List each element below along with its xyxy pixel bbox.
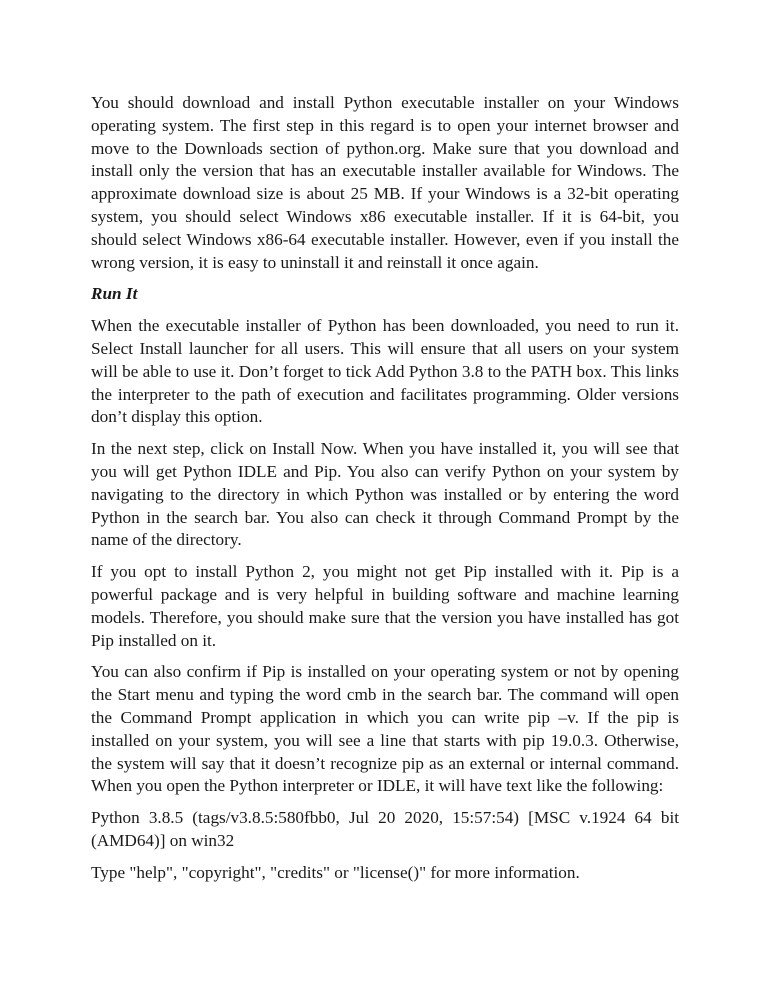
body-paragraph: You should download and install Python executable installer on your Windows operating system. The first step in this regard is to open your internet browser and move to the Downloads section of python.org. Make sure that you download and install only the version that has an executable installer available for Windows. The approximate download size is about 25 MB. If your Windows is a 32-bit operating system, you should select Windows x86 executable installer. If it is 64-bit, you should select Windows x86-64 executable installer. However, even if you install the wrong version, it is easy to uninstall it and reinstall it once again. (91, 93, 679, 272)
section-heading-run-it: Run It (91, 284, 138, 304)
interpreter-help-line: Type "help", "copyright", "credits" or "license()" for more information. (91, 862, 580, 882)
body-paragraph: You can also confirm if Pip is installed on your operating system or not by opening the Start menu and typing the word cmb in the search bar. The command will open the Command Prompt application in which you can write pip –v. If the pip is installed on your system, you will see a line that starts with pip 19.0.3. Otherwise, the system will say that it doesn’t recognize pip as an external or internal command. When you open the Python interpreter or IDLE, it will have text like the following: (91, 662, 679, 796)
body-paragraph: In the next step, click on Install Now. When you have installed it, you will see that you will get Python IDLE and Pip. You also can verify Python on your system by navigating to the directory in which Python was installed or by entering the word Python in the search bar. You also can check it through Command Prompt by the name of the directory. (91, 439, 679, 550)
document-page (91, 92, 679, 885)
interpreter-version-line: Python 3.8.5 (tags/v3.8.5:580fbb0, Jul 20 2020, 15:57:54) [MSC v.1924 64 bit (AMD64)] on win32 (91, 808, 679, 850)
body-paragraph: If you opt to install Python 2, you might not get Pip installed with it. Pip is a powerful package and is very helpful in building software and machine learning models. Therefore, you should make sure that the version you have installed has got Pip installed on it. (91, 562, 679, 650)
body-paragraph: When the executable installer of Python has been downloaded, you need to run it. Select Install launcher for all users. This will ensure that all users on your system will be able to use it. Don’t forget to tick Add Python 3.8 to the PATH box. This links the interpreter to the path of execution and facilitates programming. Older versions don’t display this option. (91, 316, 679, 427)
